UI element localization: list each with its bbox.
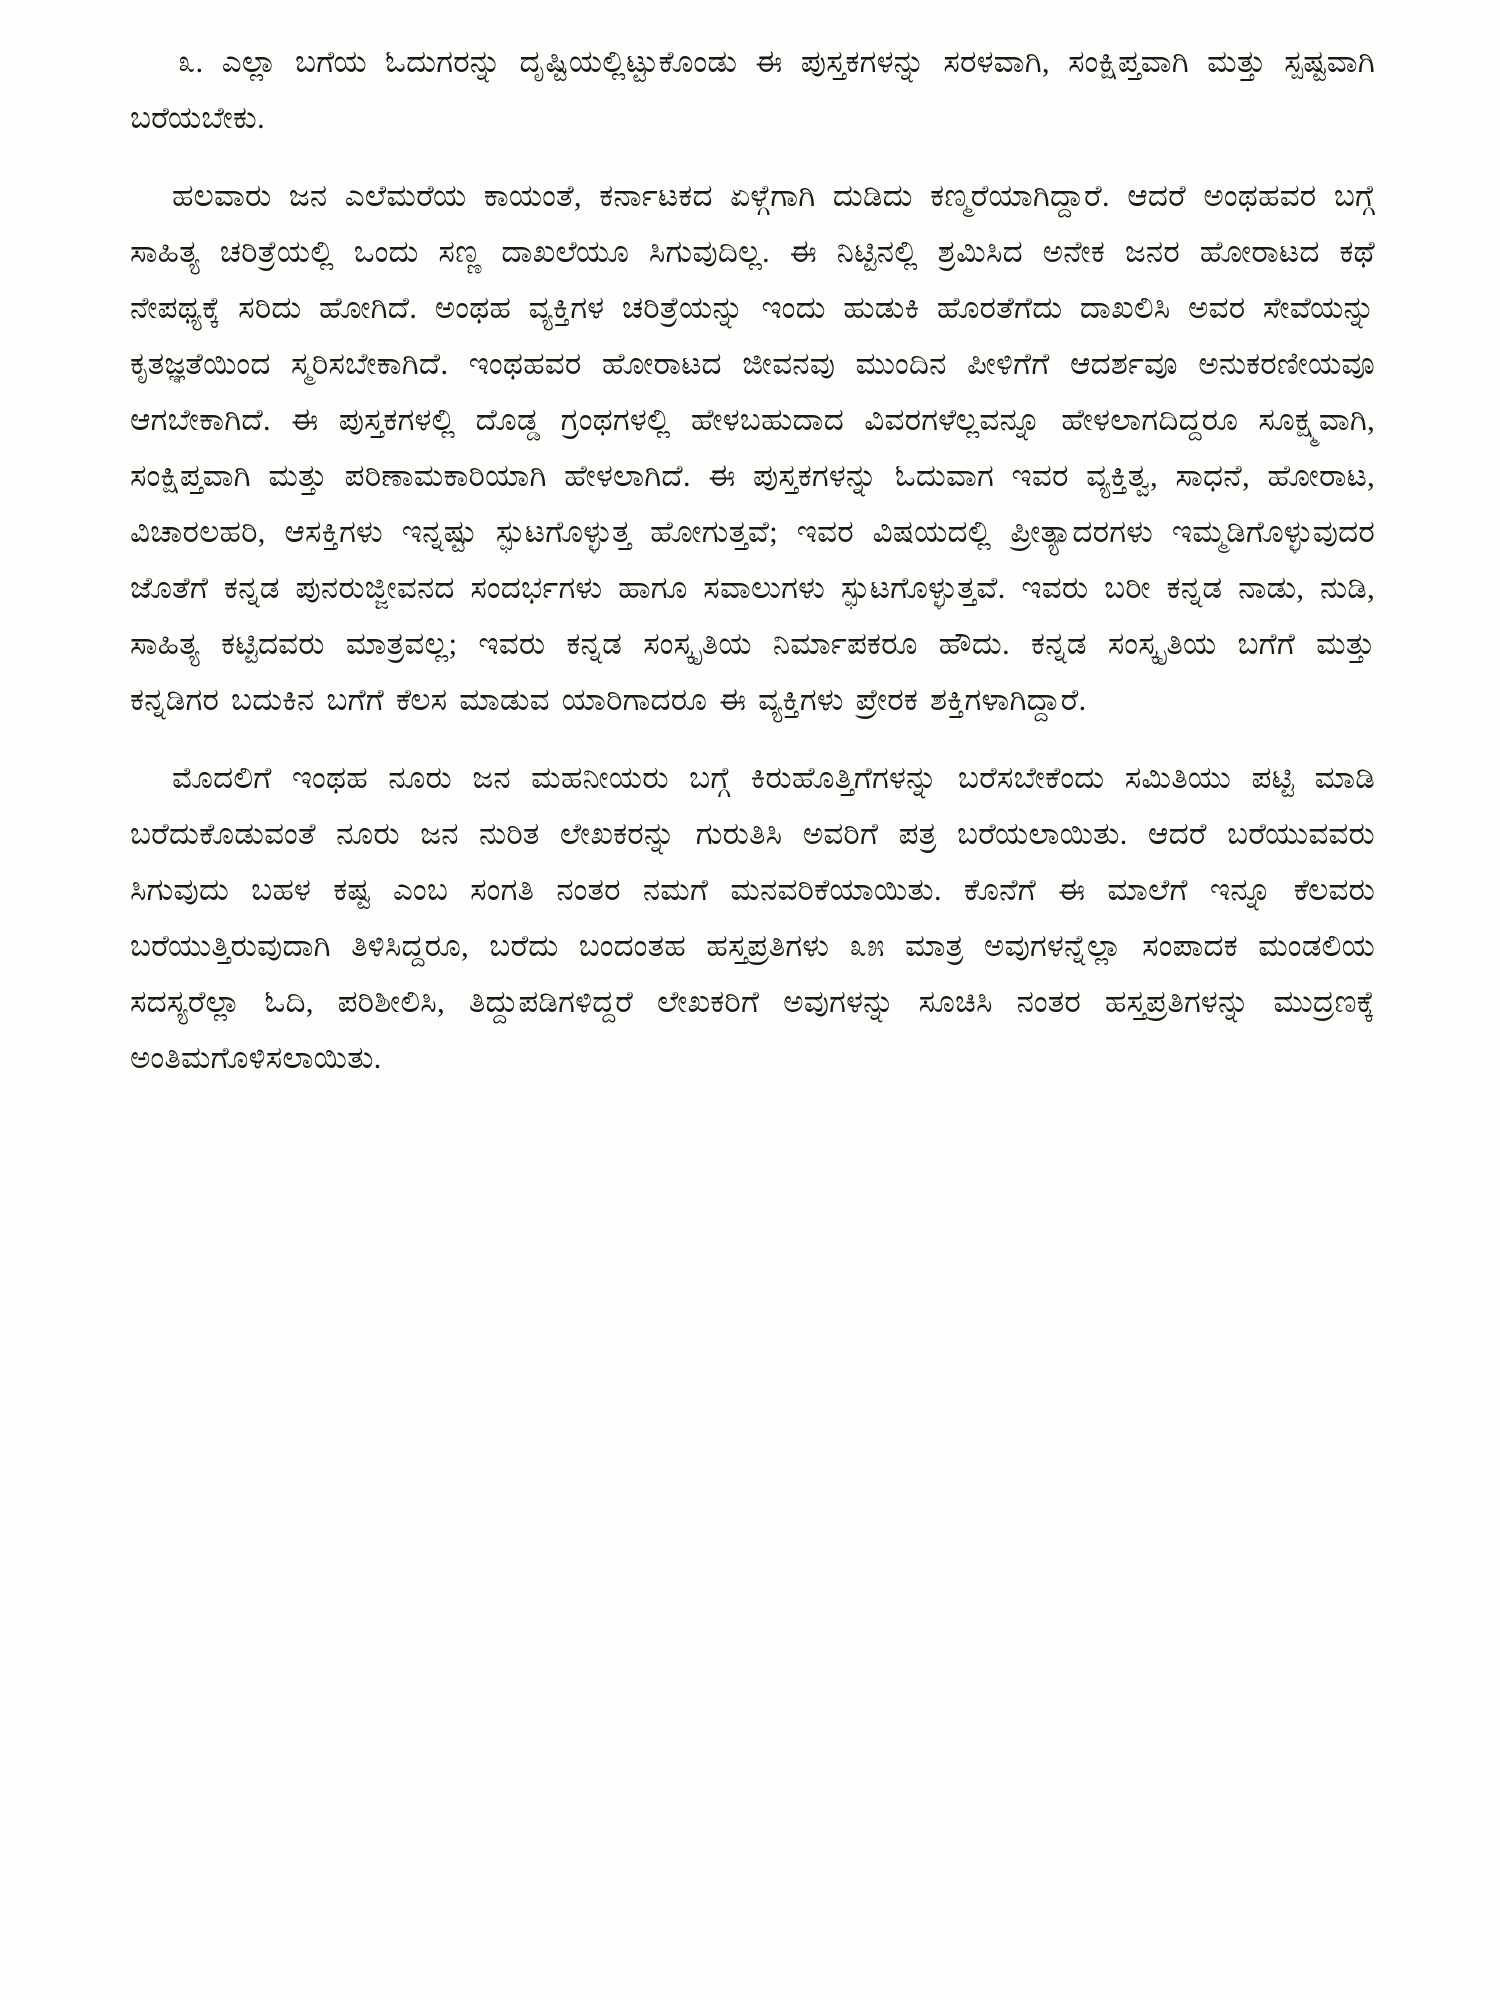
paragraph-numbered-point: ೩. ಎಲ್ಲಾ ಬಗೆಯ ಓದುಗರನ್ನು ದೃಷ್ಟಿಯಲ್ಲಿಟ್ಟುಕೊಂಡು ಈ ಪುಸ್ತಕಗಳನ್ನು ಸರಳವಾಗಿ, ಸಂಕ್ಷಿಪ್ತವಾಗಿ ಮತ್ತು ಸ್ಪಷ್ಟವಾಗಿ ಬರೆಯಬೇಕು. — [130, 44, 1375, 135]
paragraph-body: ಮೊದಲಿಗೆ ಇಂಥಹ ನೂರು ಜನ ಮಹನೀಯರು ಬಗ್ಗೆ ಕಿರುಹೊತ್ತಿಗೆಗಳನ್ನು ಬರೆಸಬೇಕೆಂದು ಸಮಿತಿಯು ಪಟ್ಟಿ ಮಾಡಿ ಬರೆದುಕೊಡುವಂತೆ ನೂರು ಜನ ನುರಿತ ಲೇಖಕರನ್ನು ಗುರುತಿಸಿ ಅವರಿಗೆ ಪತ್ರ ಬರೆಯಲಾಯಿತು. ಆದರೆ ಬರೆಯುವವರು ಸಿಗುವುದು ಬಹಳ ಕಷ್ಟ ಎಂಬ ಸಂಗತಿ ನಂತರ ನಮಗೆ ಮನವರಿಕೆಯಾಯಿತು. ಕೊನೆಗೆ ಈ ಮಾಲೆಗೆ ಇನ್ನೂ ಕೆಲವರು ಬರೆಯುತ್ತಿರುವುದಾಗಿ ತಿಳಿಸಿದ್ದರೂ, ಬರೆದು ಬಂದಂತಹ ಹಸ್ತಪ್ರತಿಗಳು ೩೫ ಮಾತ್ರ ಅವುಗಳನ್ನೆಲ್ಲಾ ಸಂಪಾದಕ ಮಂಡಲಿಯ ಸದಸ್ಯರೆಲ್ಲಾ ಓದಿ, ಪರಿಶೀಲಿಸಿ, ತಿದ್ದುಪಡಿಗಳಿದ್ದರೆ ಲೇಖಕರಿಗೆ ಅವುಗಳನ್ನು ಸೂಚಿಸಿ ನಂತರ ಹಸ್ತಪ್ರತಿಗಳನ್ನು ಮುದ್ರಣಕ್ಕೆ ಅಂತಿಮಗೊಳಿಸಲಾಯಿತು. — [130, 760, 1375, 1075]
text-block — [130, 34, 1375, 1086]
paragraph-body: ಹಲವಾರು ಜನ ಎಲೆಮರೆಯ ಕಾಯಂತೆ, ಕರ್ನಾಟಕದ ಏಳ್ಗೆಗಾಗಿ ದುಡಿದು ಕಣ್ಮರೆಯಾಗಿದ್ದಾರೆ. ಆದರೆ ಅಂಥಹವರ ಬಗ್ಗೆ ಸಾಹಿತ್ಯ ಚರಿತ್ರೆಯಲ್ಲಿ ಒಂದು ಸಣ್ಣ ದಾಖಲೆಯೂ ಸಿಗುವುದಿಲ್ಲ. ಈ ನಿಟ್ಟಿನಲ್ಲಿ ಶ್ರಮಿಸಿದ ಅನೇಕ ಜನರ ಹೋರಾಟದ ಕಥೆ ನೇಪಥ್ಯಕ್ಕೆ ಸರಿದು ಹೋಗಿದೆ. ಅಂಥಹ ವ್ಯಕ್ತಿಗಳ ಚರಿತ್ರೆಯನ್ನು ಇಂದು ಹುಡುಕಿ ಹೊರತೆಗೆದು ದಾಖಲಿಸಿ ಅವರ ಸೇವೆಯನ್ನು ಕೃತಜ್ಞತೆಯಿಂದ ಸ್ಮರಿಸಬೇಕಾಗಿದೆ. ಇಂಥಹವರ ಹೋರಾಟದ ಜೀವನವು ಮುಂದಿನ ಪೀಳಿಗೆಗೆ ಆದರ್ಶವೂ ಅನುಕರಣೀಯವೂ ಆಗಬೇಕಾಗಿದೆ. ಈ ಪುಸ್ತಕಗಳಲ್ಲಿ ದೊಡ್ಡ ಗ್ರಂಥಗಳಲ್ಲಿ ಹೇಳಬಹುದಾದ ವಿವರಗಳೆಲ್ಲವನ್ನೂ ಹೇಳಲಾಗದಿದ್ದರೂ ಸೂಕ್ಷ್ಮವಾಗಿ, ಸಂಕ್ಷಿಪ್ತವಾಗಿ ಮತ್ತು ಪರಿಣಾಮಕಾರಿಯಾಗಿ ಹೇಳಲಾಗಿದೆ. ಈ ಪುಸ್ತಕಗಳನ್ನು ಓದುವಾಗ ಇವರ ವ್ಯಕ್ತಿತ್ವ, ಸಾಧನೆ, ಹೋರಾಟ, ವಿಚಾರಲಹರಿ, ಆಸಕ್ತಿಗಳು ಇನ್ನಷ್ಟು ಸ್ಫುಟಗೊಳ್ಳುತ್ತ ಹೋಗುತ್ತವೆ; ಇವರ ವಿಷಯದಲ್ಲಿ ಪ್ರೀತ್ಯಾದರಗಳು ಇಮ್ಮಡಿಗೊಳ್ಳುವುದರ ಜೊತೆಗೆ ಕನ್ನಡ ಪುನರುಜ್ಜೀವನದ ಸಂದರ್ಭಗಳು ಹಾಗೂ ಸವಾಲುಗಳು ಸ್ಫುಟಗೊಳ್ಳುತ್ತವೆ. ಇವರು ಬರೀ ಕನ್ನಡ ನಾಡು, ನುಡಿ, ಸಾಹಿತ್ಯ ಕಟ್ಟಿದವರು ಮಾತ್ರವಲ್ಲ; ಇವರು ಕನ್ನಡ ಸಂಸ್ಕೃತಿಯ ನಿರ್ಮಾಪಕರೂ ಹೌದು. ಕನ್ನಡ ಸಂಸ್ಕೃತಿಯ ಬಗೆಗೆ ಮತ್ತು ಕನ್ನಡಿಗರ ಬದುಕಿನ ಬಗೆಗೆ ಕೆಲಸ ಮಾಡುವ ಯಾರಿಗಾದರೂ ಈ ವ್ಯಕ್ತಿಗಳು ಪ್ರೇರಕ ಶಕ್ತಿಗಳಾಗಿದ್ದಾರೆ. — [130, 178, 1375, 717]
